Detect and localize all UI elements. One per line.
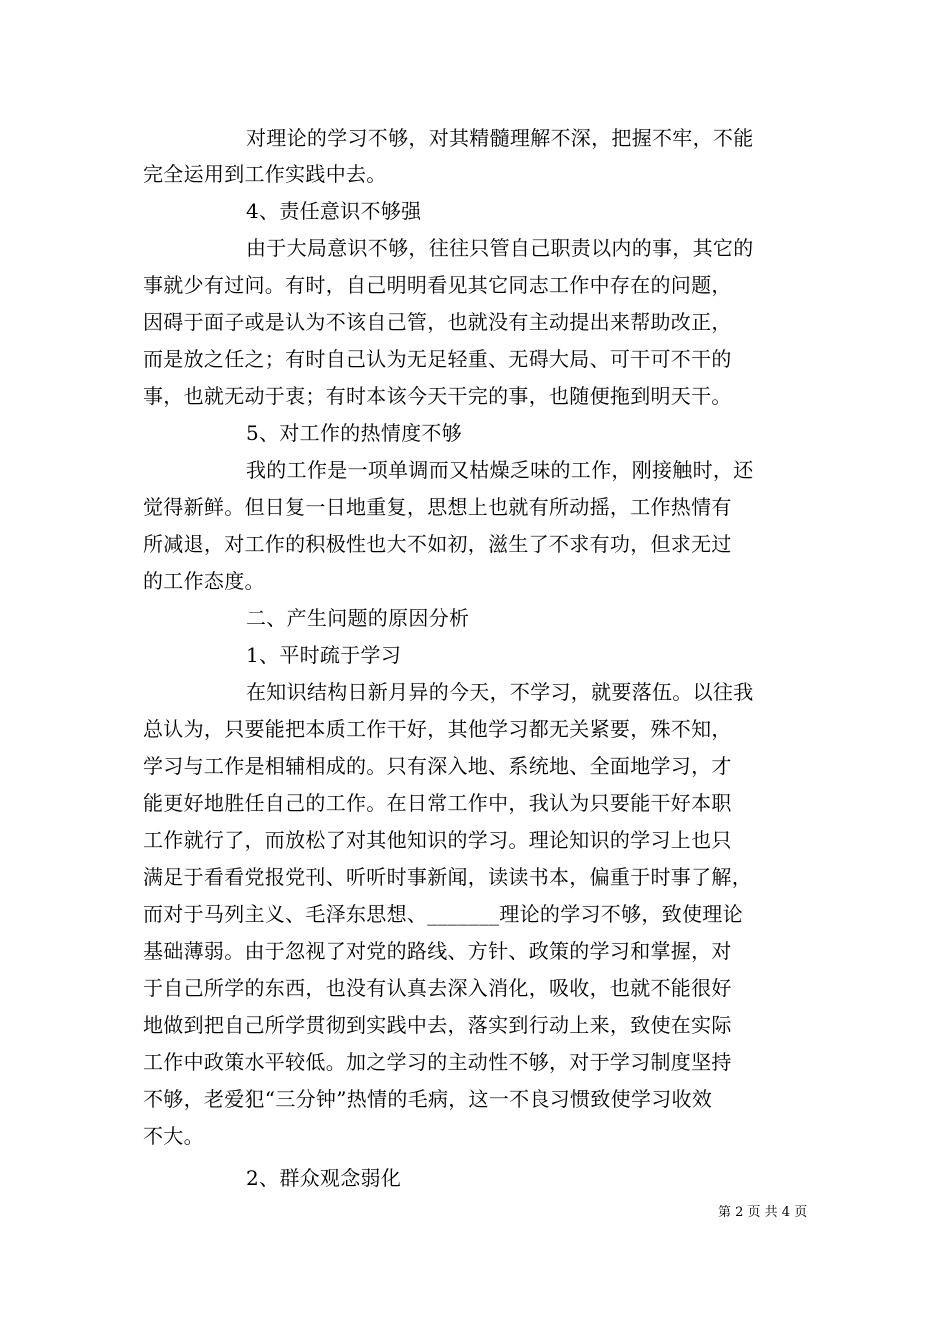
text-line: 工作中政策水平较低。加之学习的主动性不够，对于学习制度坚持: [143, 1050, 732, 1074]
section-heading: 二、产生问题的原因分析: [246, 606, 470, 630]
text-line: 由于大局意识不够，往往只管自己职责以内的事，其它的: [246, 236, 754, 260]
text-line: 在知识结构日新月异的今天，不学习，就要落伍。以往我: [246, 680, 754, 704]
text-line: 事就少有过问。有时，自己明明看见其它同志工作中存在的问题，: [143, 273, 732, 297]
page-number-footer: 第 2 页 共 4 页: [718, 1205, 808, 1220]
text-line: 不大。: [143, 1124, 204, 1148]
text-line: 的工作态度。: [143, 569, 265, 593]
text-line: 觉得新鲜。但日复一日地重复，思想上也就有所动摇，工作热情有: [143, 495, 732, 519]
section-heading: 2、群众观念弱化: [246, 1166, 402, 1190]
text-line: 于自己所学的东西，也没有认真去深入消化，吸收，也就不能很好: [143, 976, 732, 1000]
text-line: 完全运用到工作实践中去。: [143, 162, 387, 186]
text-line: 对理论的学习不够，对其精髓理解不深，把握不牢，不能: [246, 126, 754, 150]
section-heading: 1、平时疏于学习: [246, 643, 402, 667]
text-line: 所减退，对工作的积极性也大不如初，滋生了不求有功，但求无过: [143, 532, 732, 556]
text-line: 能更好地胜任自己的工作。在日常工作中，我认为只要能干好本职: [143, 791, 732, 815]
text-line: 学习与工作是相辅相成的。只有深入地、系统地、全面地学习，才: [143, 754, 732, 778]
text-line: 工作就行了，而放松了对其他知识的学习。理论知识的学习上也只: [143, 828, 732, 852]
text-line: 基础薄弱。由于忽视了对党的路线、方针、政策的学习和掌握，对: [143, 939, 732, 963]
text-line: 而是放之任之；有时自己认为无足轻重、无碍大局、可干可不干的: [143, 347, 732, 371]
section-heading: 5、对工作的热情度不够: [246, 421, 463, 445]
text-line: 满足于看看党报党刊、听听时事新闻，读读书本，偏重于时事了解，: [143, 865, 752, 889]
text-line: 而对于马列主义、毛泽东思想、_______理论的学习不够，致使理论: [143, 902, 743, 926]
text-line: 地做到把自己所学贯彻到实践中去，落实到行动上来，致使在实际: [143, 1013, 732, 1037]
text-line: 总认为，只要能把本质工作干好，其他学习都无关紧要，殊不知，: [143, 717, 732, 741]
text-line: 我的工作是一项单调而又枯燥乏味的工作，刚接触时，还: [246, 458, 754, 482]
text-line: 不够，老爱犯“三分钟”热情的毛病，这一不良习惯致使学习收效: [143, 1087, 713, 1111]
text-line: 事，也就无动于衷；有时本该今天干完的事，也随便拖到明天干。: [143, 384, 732, 408]
text-line: 因碍于面子或是认为不该自己管，也就没有主动提出来帮助改正，: [143, 310, 732, 334]
section-heading: 4、责任意识不够强: [246, 199, 422, 223]
